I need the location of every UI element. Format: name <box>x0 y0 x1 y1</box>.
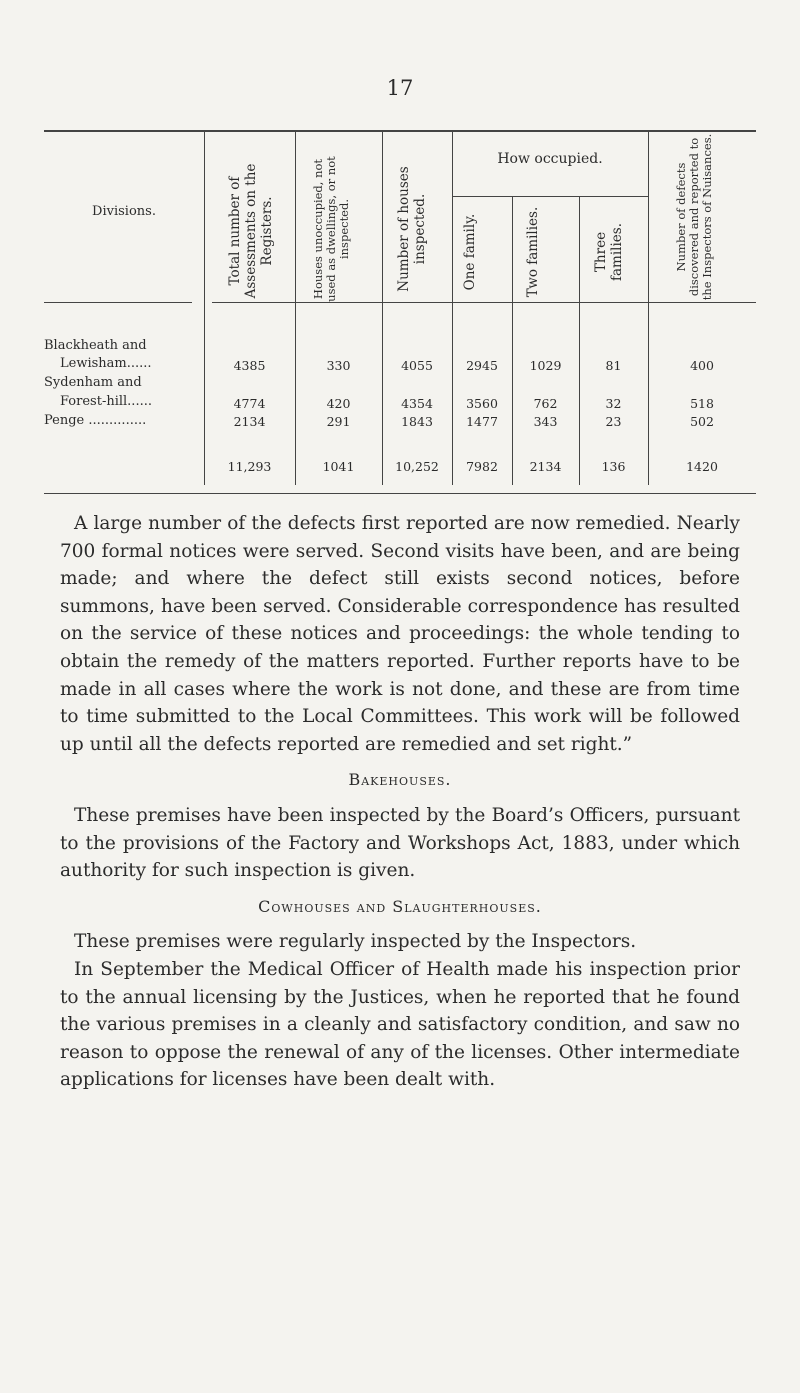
cell-unoccupied: 291 <box>326 414 351 429</box>
cell-defects: 400 <box>690 358 714 373</box>
row-division-line1: Sydenham and <box>44 375 142 390</box>
cell-total-sum: 11,293 <box>227 459 272 474</box>
header-rule-divisions <box>44 302 192 303</box>
cell-three-families: 32 <box>605 396 622 411</box>
table-top-rule <box>44 130 756 132</box>
row-division-line1: Penge .............. <box>44 413 147 428</box>
cell-two-families: 762 <box>533 396 558 411</box>
cell-three-families: 23 <box>605 414 622 429</box>
heading-cowhouses: Cowhouses and Slaughterhouses. <box>258 896 542 916</box>
cell-two-families-sum: 2134 <box>529 459 562 474</box>
cell-unoccupied-sum: 1041 <box>322 459 355 474</box>
cell-three-families: 81 <box>605 358 622 373</box>
cell-two-families: 343 <box>533 414 558 429</box>
col-rule <box>204 130 205 485</box>
col-rule <box>295 130 296 485</box>
cell-defects-sum: 1420 <box>686 459 718 474</box>
cell-three-families-sum: 136 <box>601 459 626 474</box>
col-rule <box>382 130 383 485</box>
header-divisions: Divisions. <box>92 204 156 219</box>
cell-one-family: 2945 <box>466 358 498 373</box>
col-rule <box>579 196 580 485</box>
col-rule <box>648 130 649 485</box>
cell-defects: 518 <box>690 396 714 411</box>
cell-total: 4774 <box>233 396 266 411</box>
cell-two-families: 1029 <box>529 358 562 373</box>
row-division-line2: Lewisham...... <box>60 356 152 371</box>
header-defects: Number of defects discovered and reported to the Inspectors of Nuisances. <box>674 133 714 301</box>
header-inspected: Number of houses inspected. <box>396 166 428 292</box>
col-rule <box>452 130 453 485</box>
header-rule <box>212 302 756 303</box>
table-bottom-rule <box>44 493 756 494</box>
paragraph-cowhouses-inspected: These premises were regularly inspected by the Inspectors. <box>74 931 637 953</box>
row-division-line2: Forest-hill...... <box>60 394 152 409</box>
heading-bakehouses: Bakehouses. <box>348 770 452 790</box>
cell-one-family: 1477 <box>466 414 498 429</box>
header-one-family: One family. <box>462 213 478 291</box>
how-occupied-rule <box>452 196 648 197</box>
row-division-line1: Blackheath and <box>44 338 147 353</box>
paragraph-licensing: In September the Medical Officer of Health made his inspection prior to the annual licensing by the Justices, when he reported that he found the various premises in a cleanly and satisfactory condition, and saw no reason to oppose the renewal of any of the licenses. Other intermediate applications for licenses have been dealt with. <box>60 958 740 1091</box>
body-text <box>60 510 740 1094</box>
paragraph-bakehouses: These premises have been inspected by the Board’s Officers, pursuant to the provisions of the Factory and Workshops Act, 1883, under which authority for such inspection is given. <box>60 804 740 882</box>
cell-unoccupied: 420 <box>326 396 351 411</box>
header-three-families: Three families. <box>593 223 625 282</box>
cell-inspected: 1843 <box>401 414 433 429</box>
page-number: 17 <box>386 76 414 100</box>
cell-inspected: 4354 <box>401 396 433 411</box>
cell-total: 4385 <box>233 358 266 373</box>
cell-one-family: 3560 <box>466 396 498 411</box>
cell-inspected-sum: 10,252 <box>395 459 439 474</box>
header-how-occupied: How occupied. <box>497 151 603 167</box>
header-two-families: Two families. <box>525 206 541 298</box>
cell-defects: 502 <box>690 414 714 429</box>
cell-one-family-sum: 7982 <box>466 459 498 474</box>
header-unoccupied: Houses unoccupied, not used as dwellings, or not inspected. <box>311 156 351 302</box>
paragraph-defects-remedied: A large number of the defects first reported are now remedied. Nearly 700 formal notices were served. Second visits have been, and are being made; and where the defect still exists second notices, before summons, have been served. Considerable correspondence has resulted on the service of these notices and proceedings: the whole tending to obtain the remedy of the matters reported. Further reports have to be made in all cases where the work is not done, and these are from time to time submitted to the Local Committees. This work will be followed up until all the defects reported are remedied and set right.” <box>60 513 740 755</box>
header-total-assessments: Total number of Assessments on the Registers. <box>227 163 275 299</box>
cell-total: 2134 <box>233 414 266 429</box>
cell-inspected: 4055 <box>401 358 433 373</box>
col-rule <box>512 196 513 485</box>
cell-unoccupied: 330 <box>326 358 351 373</box>
